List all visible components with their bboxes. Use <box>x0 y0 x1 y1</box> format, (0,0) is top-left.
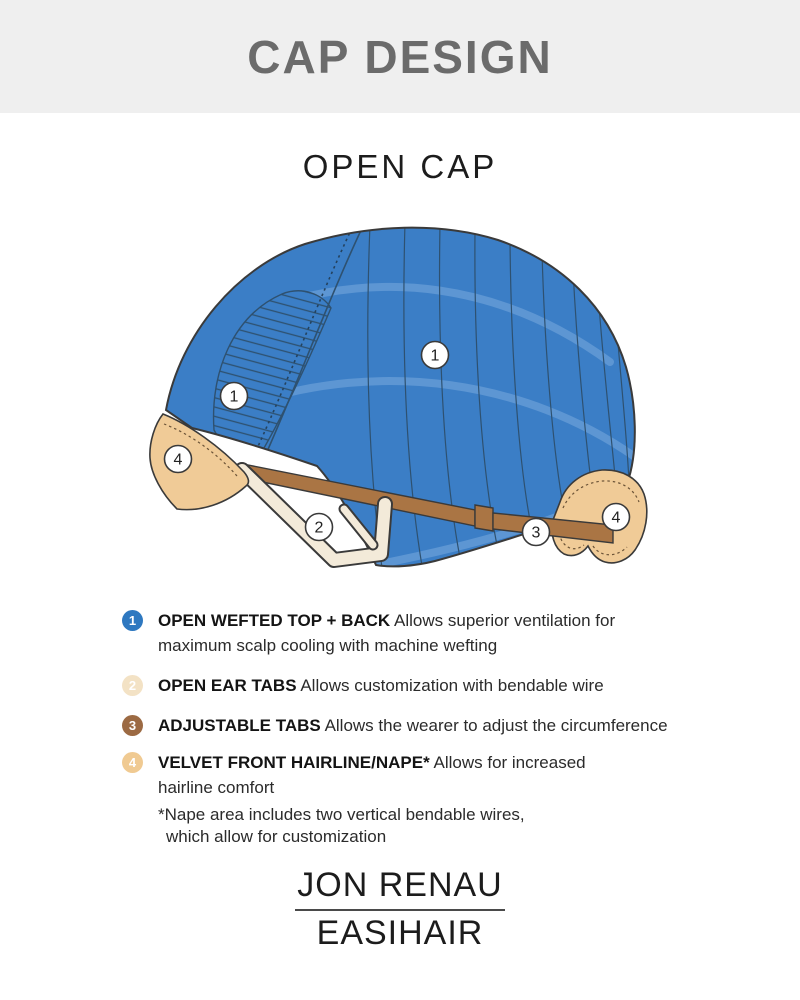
legend-label-4: VELVET FRONT HAIRLINE/NAPE* <box>158 753 430 772</box>
legend-badge-2: 2 <box>122 675 143 696</box>
svg-text:1: 1 <box>229 388 239 406</box>
callout-3 <box>523 519 550 546</box>
nape-footnote <box>158 804 712 848</box>
page-title: CAP DESIGN <box>247 30 553 83</box>
diagram-title: OPEN CAP <box>302 148 498 185</box>
svg-text:2: 2 <box>314 519 324 537</box>
callout-4-front <box>165 446 192 473</box>
legend-badge-3: 3 <box>122 715 143 736</box>
legend-badge-1: 1 <box>122 610 143 631</box>
legend-desc-2: Allows customization with bendable wire <box>300 676 604 695</box>
brand-logo <box>0 866 800 953</box>
legend-desc-3: Allows the wearer to adjust the circumference <box>324 716 668 735</box>
legend-item-4 <box>122 750 712 800</box>
legend-badge-4: 4 <box>122 752 143 773</box>
svg-text:3: 3 <box>531 524 541 542</box>
footnote-line-2: which allow for customization <box>166 827 387 846</box>
svg-text:4: 4 <box>173 451 183 469</box>
legend-desc-4: Allows for increased hairline comfort <box>158 753 586 797</box>
legend-item-2 <box>122 673 712 698</box>
legend-label-3: ADJUSTABLE TABS <box>158 716 321 735</box>
footnote-line-1: *Nape area includes two vertical bendable wires, <box>158 805 525 824</box>
svg-text:1: 1 <box>430 347 440 365</box>
legend-item-1 <box>122 608 712 658</box>
callout-1-back <box>422 342 449 369</box>
svg-text:4: 4 <box>611 509 621 527</box>
open-cap-illustration <box>130 212 670 592</box>
feature-legend <box>122 608 712 848</box>
brand-name-easihair: EASIHAIR <box>316 914 484 952</box>
callout-1-front <box>221 383 248 410</box>
legend-label-2: OPEN EAR TABS <box>158 676 297 695</box>
page-header <box>0 0 800 113</box>
brand-divider <box>295 909 505 911</box>
legend-desc-1: Allows superior ventilation for maximum scalp cooling with machine wefting <box>158 611 616 655</box>
legend-label-1: OPEN WEFTED TOP + BACK <box>158 611 391 630</box>
callout-2 <box>306 514 333 541</box>
callout-4-nape <box>603 504 630 531</box>
legend-item-3 <box>122 713 712 738</box>
brand-name-jon-renau: JON RENAU <box>297 866 503 904</box>
cap-diagram <box>130 212 670 592</box>
